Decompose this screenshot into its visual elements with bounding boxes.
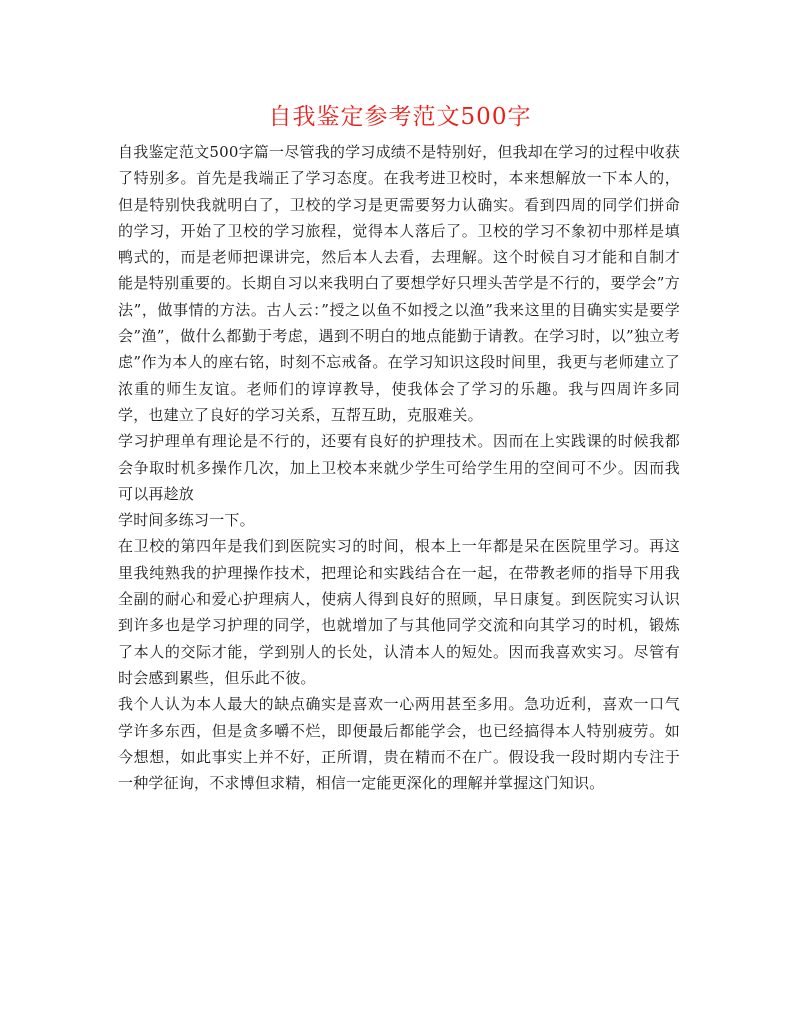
paragraph-2: 学习护理单有理论是不行的，还要有良好的护理技术。因而在上实践课的时候我都会争取时机多操作几次，加上卫校本来就少学生可给学生用的空间可不少。因而我可以再趁放 bbox=[118, 432, 680, 503]
paragraph-1: 自我鉴定范文500字篇一尽管我的学习成绩不是特别好，但我却在学习的过程中收获了特别多。首先是我端正了学习态度。在我考进卫校时，本来想解放一下本人的，但是特别快我就明白了，卫校的学习是更需要努力认确实。看到四周的同学们拼命的学习，开始了卫校的学习旅程，觉得本人落后了。卫校的学习不象初中那样是填鸭式的，而是老师把课讲完，然后本人去看，去理解。这个时候自习才能和自制才能是特别重要的。长期自习以来我明白了要想学好只埋头苦学是不行的，要学会”方法”，做事情的方法。古人云：”授之以鱼不如授之以渔”我来这里的目确实实是要学会”渔”，做什么都勤于考虑，遇到不明白的地点能勤于请教。在学习时，以”独立考虑”作为本人的座右铭，时刻不忘戒备。在学习知识这段时间里，我更与老师建立了浓重的师生友谊。老师们的谆谆教导，使我体会了学习的乐趣。我与四周许多同学，也建立了良好的学习关系，互帮互助，克服难关。 bbox=[118, 143, 680, 424]
paragraph-4: 在卫校的第四年是我们到医院实习的时间，根本上一年都是呆在医院里学习。再这里我纯熟我的护理操作技术，把理论和实践结合在一起，在带教老师的指导下用我全副的耐心和爱心护理病人，使病人得到良好的照顾，早日康复。到医院实习认识到许多也是学习护理的同学，也就增加了与其他同学交流和向其学习的时机，锻炼了本人的交际才能，学到别人的长处，认清本人的短处。因而我喜欢实习。尽管有时会感到累些，但乐此不彼。 bbox=[118, 537, 680, 687]
paragraph-5: 我个人认为本人最大的缺点确实是喜欢一心两用甚至多用。急功近利，喜欢一口气学许多东西，但是贪多嚼不烂，即便最后都能学会，也已经搞得本人特别疲劳。如今想想，如此事实上并不好，正所谓，贵在精而不在广。假设我一段时期内专注于一种学征询，不求博但求精，相信一定能更深化的理解并掌握这门知识。 bbox=[118, 695, 680, 793]
document-body bbox=[118, 139, 680, 796]
paragraph-3: 学时间多练习一下。 bbox=[118, 511, 255, 530]
document-title: 自我鉴定参考范文500字 bbox=[268, 104, 532, 130]
